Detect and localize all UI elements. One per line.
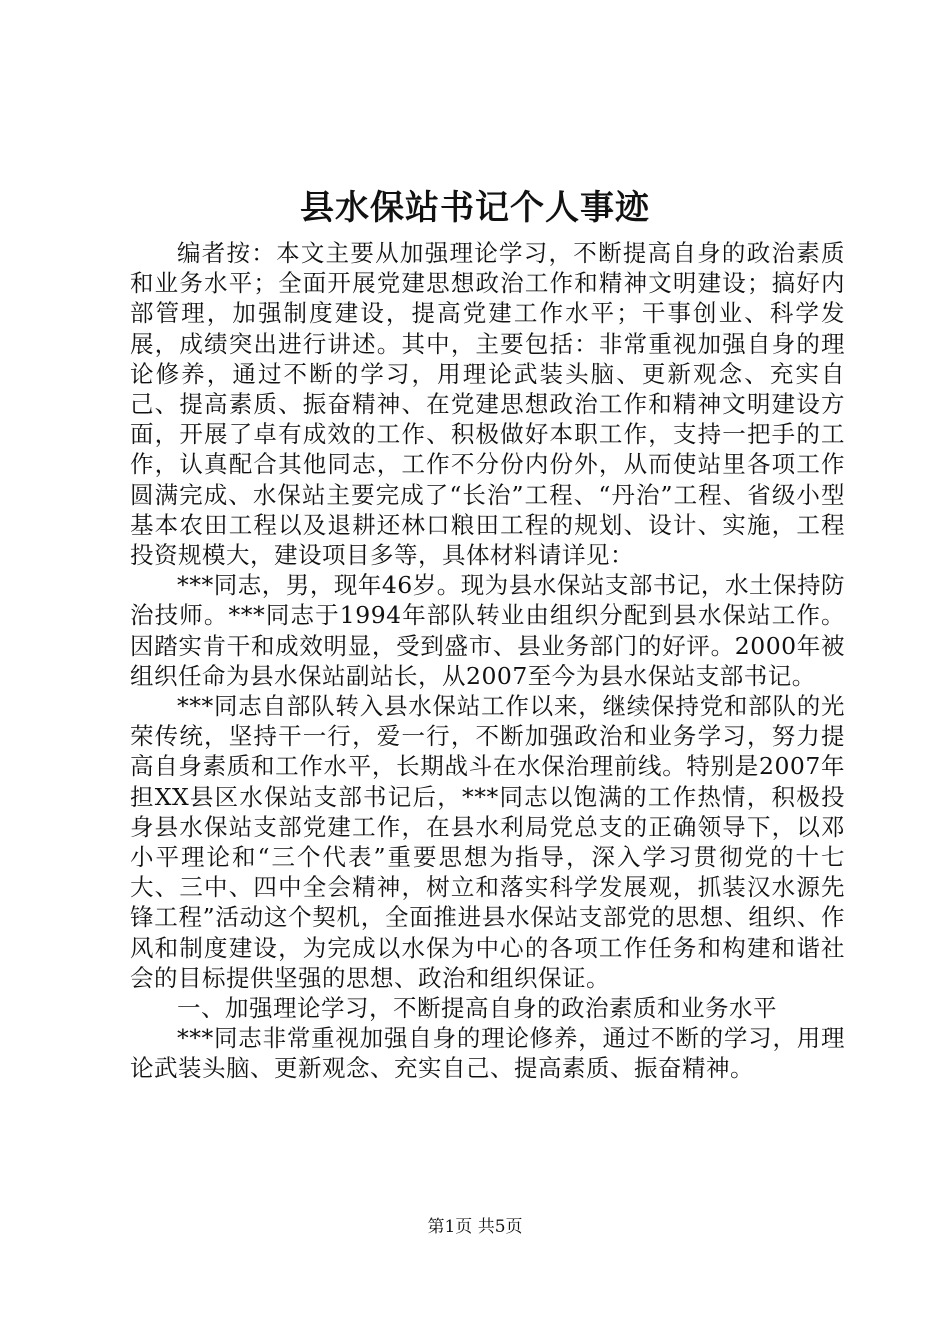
page-number: 第1页 共5页 <box>427 1217 523 1237</box>
section-heading: 一、加强理论学习，不断提高自身的政治素质和业务水平 <box>177 994 777 1023</box>
section-paragraph: ***同志非常重视加强自身的理论修养，通过不断的学习，用理论武装头脑、更新观念、充实自己、提高素质、振奋精神。 <box>130 1024 845 1083</box>
career-paragraph: ***同志自部队转入县水保站工作以来，继续保持党和部队的光荣传统，坚持干一行，爱一行，不断加强政治和业务学习，努力提高自身素质和工作水平，长期战斗在水保治理前线。特别是2007年担XX县区水保站支部书记后，***同志以饱满的工作热情，积极投身县水保站支部党建工作，在县水利局党总支的正确领导下，以邓小平理论和“三个代表”重要思想为指导，深入学习贯彻党的十七大、三中、四中全会精神，树立和落实科学发展观，抓装汉水源先锋工程”活动这个契机，全面推进县水保站支部党的思想、组织、作风和制度建设，为完成以水保为中心的各项工作任务和构建和谐社会的目标提供坚强的思想、政治和组织保证。 <box>130 692 845 992</box>
editor-note-paragraph: 编者按：本文主要从加强理论学习，不断提高自身的政治素质和业务水平；全面开展党建思想政治工作和精神文明建设；搞好内部管理，加强制度建设，提高党建工作水平；干事创业、科学发展，成绩突出进行讲述。其中，主要包括：非常重视加强自身的理论修养，通过不断的学习，用理论武装头脑、更新观念、充实自己、提高素质、振奋精神、在党建思想政治工作和精神文明建设方面，开展了卓有成效的工作、积极做好本职工作，支持一把手的工作，认真配合其他同志，工作不分份内份外，从而使站里各项工作圆满完成、水保站主要完成了“长治”工程、“丹治”工程、省级小型基本农田工程以及退耕还林口粮田工程的规划、设计、实施，工程投资规模大，建设项目多等，具体材料请详见： <box>130 239 845 570</box>
document-body <box>130 238 845 1084</box>
profile-paragraph: ***同志，男，现年46岁。现为县水保站支部书记，水土保持防治技师。***同志于1994年部队转业由组织分配到县水保站工作。因踏实肯干和成效明显，受到盛市、县业务部门的好评。2000年被组织任命为县水保站副站长，从2007至今为县水保站支部书记。 <box>130 571 845 690</box>
document-title: 县水保站书记个人事迹 <box>300 188 650 228</box>
